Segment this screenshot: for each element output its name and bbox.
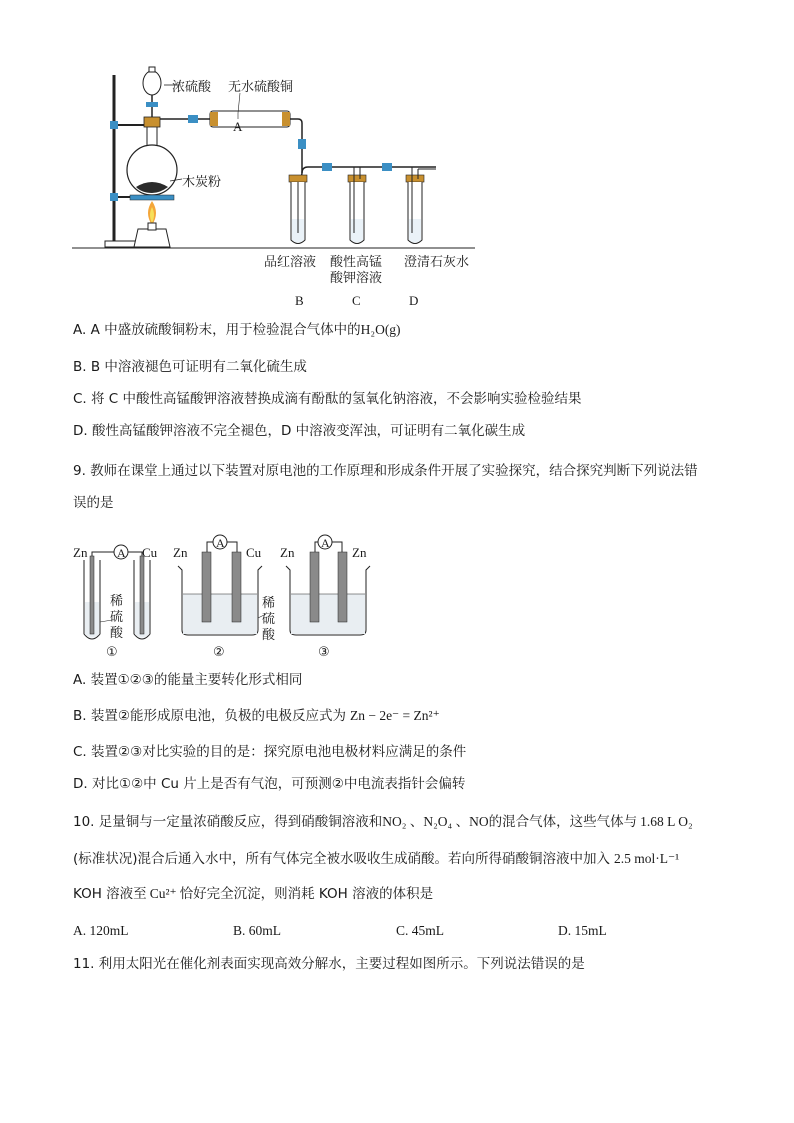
half-reaction-equation: Zn − 2e⁻ = Zn²⁺ [349, 708, 440, 723]
cell3-zn-right: Zn [352, 545, 367, 560]
q10-option-c: C. 45mL [396, 923, 445, 938]
cell3-zn-left: Zn [280, 545, 295, 560]
label-anhydrous-cuso4: 无水硫酸铜 [228, 80, 294, 95]
cell1-number: ① [106, 645, 118, 660]
cell1-cu: Cu [142, 545, 158, 560]
q10-stem-line3: KOH 溶液至 Cu²⁺ 恰好完全沉淀，则消耗 KOH 溶液的体积是 [73, 886, 434, 902]
q8-option-a: A. A 中盛放硫酸铜粉末，用于检验混合气体中的H₂O(g) [73, 322, 401, 338]
cell3-ammeter: A [321, 536, 330, 550]
separatory-funnel [143, 71, 161, 95]
label-b: B [295, 293, 304, 308]
label-charcoal: 木炭粉 [182, 175, 222, 190]
q8-option-b: B. B 中溶液褪色可证明有二氧化硫生成 [73, 359, 307, 375]
cell3-number: ③ [318, 645, 330, 660]
q8-option-d: D. 酸性高锰酸钾溶液不完全褪色，D 中溶液变浑浊，可证明有二氧化碳生成 [73, 423, 526, 439]
label-c-solution-2: 酸钾溶液 [330, 271, 383, 286]
cell2-cu: Cu [246, 545, 262, 560]
cell2-number: ② [213, 645, 225, 660]
label-b-solution: 品红溶液 [264, 255, 317, 270]
label-c: C [352, 293, 361, 308]
koh-concentration: 2.5 mol·L⁻¹ [614, 851, 680, 866]
label-c-solution-1: 酸性高锰 [330, 255, 383, 270]
test-tube-d [406, 167, 436, 244]
cell1-acid-3: 酸 [110, 626, 124, 641]
copper-ion: Cu²⁺ [149, 886, 177, 901]
q9-stem-line2: 误的是 [73, 495, 114, 511]
gas-formulas: NO₂ 、N₂O₄ 、NO [382, 814, 489, 829]
q10-option-a: A. 120mL [73, 923, 129, 938]
q10-stem-line2: (标准状况)混合后通入水中，所有气体完全被水吸收生成硝酸。若向所得硝酸铜溶液中加入 2.5 mol·L⁻¹ [73, 851, 680, 867]
oxygen-volume: 1.68 L O₂ [640, 814, 693, 829]
q9-option-c: C. 装置②③对比实验的目的是：探究原电池电极材料应满足的条件 [73, 744, 467, 760]
q8-option-c: C. 将 C 中酸性高锰酸钾溶液替换成滴有酚酞的氢氧化钠溶液，不会影响实验检验结果 [73, 391, 582, 407]
label-conc-h2so4: 浓硫酸 [172, 80, 212, 95]
test-tube-b [289, 175, 307, 244]
cell2-zn: Zn [173, 545, 188, 560]
test-tube-c [348, 167, 366, 244]
h2o-formula: H₂O(g) [360, 322, 401, 337]
cell1-zn: Zn [73, 545, 88, 560]
drying-tube-a [210, 111, 290, 127]
q10-option-b: B. 60mL [233, 923, 282, 938]
q9-option-b: B. 装置②能形成原电池，负极的电极反应式为 Zn − 2e⁻ = Zn²⁺ [73, 708, 440, 724]
cell2-acid-3: 酸 [262, 628, 276, 643]
q9-option-a: A. 装置①②③的能量主要转化形式相同 [73, 672, 303, 688]
q9-option-d: D. 对比①②中 Cu 片上是否有气泡，可预测②中电流表指针会偏转 [73, 776, 466, 792]
label-d-solution: 澄清石灰水 [404, 255, 470, 270]
q10-stem-line1: 10. 足量铜与一定量浓硝酸反应，得到硝酸铜溶液和NO₂ 、N₂O₄ 、NO的混合气体，这些气体与 1.68 L O₂ [73, 814, 693, 830]
q10-option-d: D. 15mL [558, 923, 607, 938]
cell2-acid-1: 稀 [262, 596, 276, 611]
alcohol-lamp [134, 229, 170, 247]
label-d: D [409, 293, 419, 308]
cell1-acid-1: 稀 [110, 594, 124, 609]
cell2-acid-2: 硫 [262, 612, 276, 627]
q11-stem: 11. 利用太阳光在催化剂表面实现高效分解水，主要过程如图所示。下列说法错误的是 [73, 956, 585, 972]
label-a: A [233, 119, 243, 134]
q9-stem-line1: 9. 教师在课堂上通过以下装置对原电池的工作原理和形成条件开展了实验探究，结合探究判断下列说法错 [73, 463, 698, 479]
cell2-ammeter: A [216, 536, 225, 550]
cell1-ammeter: A [117, 546, 126, 560]
cell1-acid-2: 硫 [110, 610, 124, 625]
